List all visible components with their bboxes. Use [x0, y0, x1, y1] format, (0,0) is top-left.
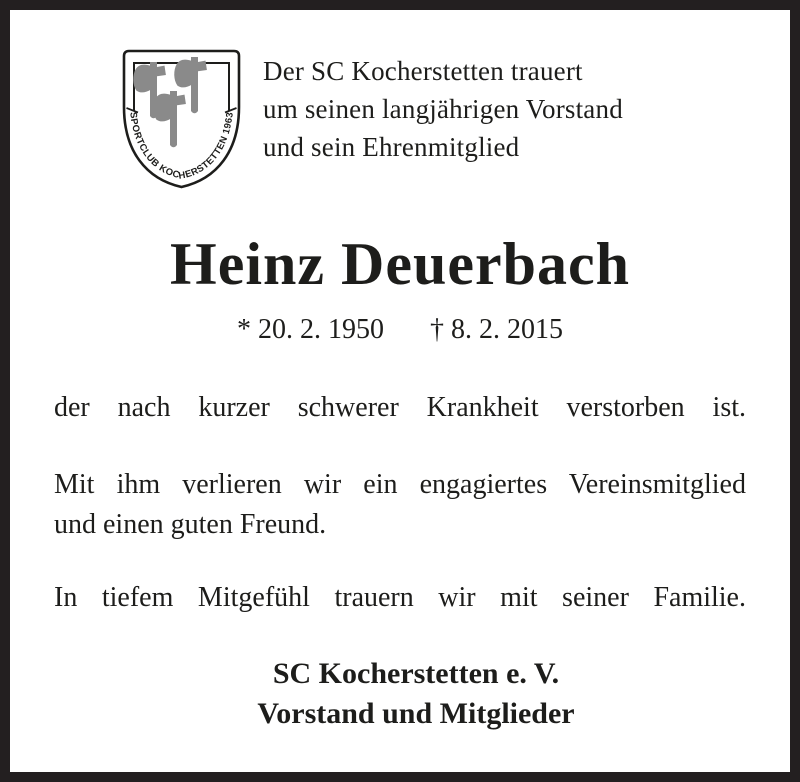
deceased-name: Heinz Deuerbach [170, 231, 630, 297]
signature-block [26, 654, 800, 734]
tribute-line-1: Mit ihm verlieren wir ein engagiertes Vereinsmitglied [54, 469, 746, 500]
paragraph-condolence: In tiefem Mitgefühl trauern wir mit seiner Familie. [54, 582, 746, 613]
intro-text [263, 52, 623, 166]
club-crest-logo [118, 47, 245, 192]
death-date: † 8. 2. 2015 [430, 314, 563, 345]
signature-org: SC Kocherstetten e. V. [272, 657, 560, 690]
paragraph-tribute [54, 465, 746, 545]
intro-line-1: Der SC Kocherstetten trauert [263, 56, 583, 86]
tribute-line-2: und einen guten Freund. [54, 509, 327, 540]
life-dates [10, 313, 790, 347]
paragraph-cause: der nach kurzer schwerer Krankheit verstorben ist. [54, 392, 746, 423]
signature-role: Vorstand und Mitglieder [257, 697, 575, 730]
birth-date: * 20. 2. 1950 [237, 314, 384, 345]
crest-ring-text: SPORTCLUB KOCHERSTETTEN 1963 [127, 111, 236, 182]
intro-line-3: und sein Ehrenmitglied [263, 132, 520, 162]
intro-line-2: um seinen langjährigen Vorstand [263, 94, 623, 124]
